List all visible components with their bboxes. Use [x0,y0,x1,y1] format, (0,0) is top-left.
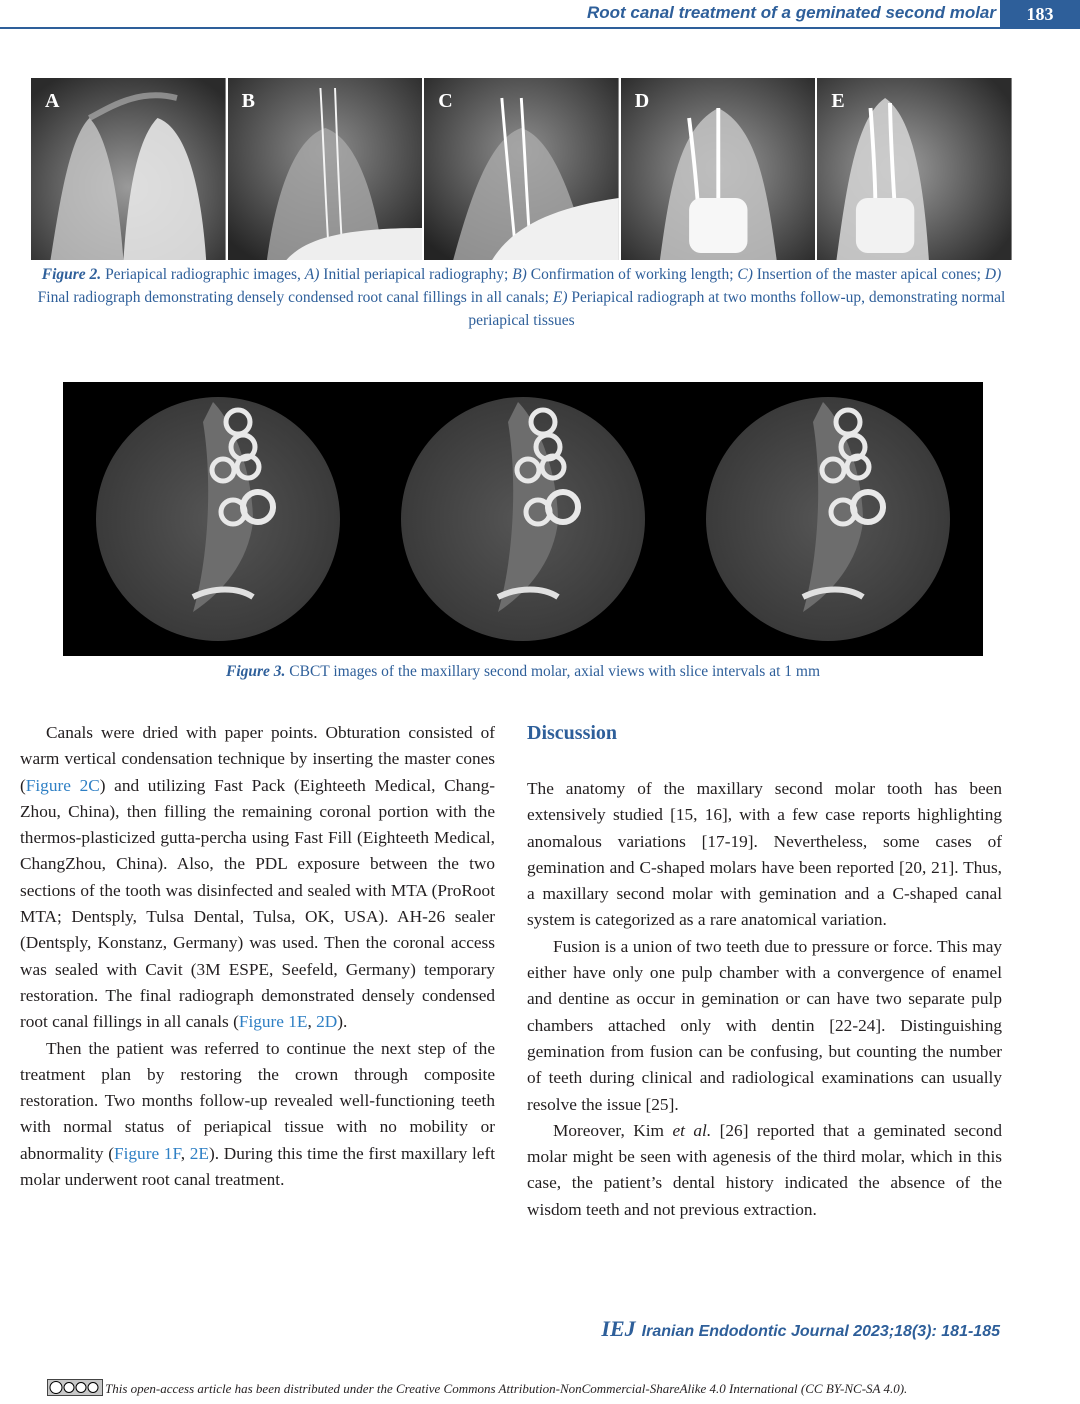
figure-2e-link[interactable]: 2E [189,1143,209,1163]
journal-citation: IEJ Iranian Endodontic Journal 2023;18(3): 181-185 [601,1316,1000,1341]
figure-2-caption: Figure 2. Periapical radiographic images, A) Initial periapical radiography; B) Confirmation of working length; C) Insertion of the master apical cones; D) Final radiograph demonstrating densely condensed root canal fillings in all canals; E) Periapical radiograph at two months follow-up, demonstrating normal periapical tissues [37,266,1006,329]
page-number: 183 [1000,0,1080,29]
figure-1e-link[interactable]: Figure 1E [238,1012,308,1032]
panel-letter-c: C [438,90,453,112]
panel-letter-a: A [45,90,60,112]
radiograph-panel-a [31,78,226,260]
figure-2c-link[interactable]: Figure 2C [25,775,100,795]
paragraph-obturation: Canals were dried with paper points. Obturation consisted of warm vertical condensation technique by inserting the master cones (Figure 2C) and utilizing Fast Pack (Eighteeth Medical, Chang-Zhou, China), then filling the remaining coronal portion with the thermos-plasticized gutta-percha using Fast Fill (Eighteeth Medical, ChangZhou, China). Also, the PDL exposure between the two sections of the tooth was disinfected and sealed with MTA (ProRoot MTA; Dentsply, Tulsa Dental, Tulsa, OK, USA). AH-26 sealer (Dentsply, Konstanz, Germany) was used. Then the coronal access was sealed with Cavit (3M ESPE, Seefeld, Germany) temporary restoration. The final radiograph demonstrated densely condensed root canal fillings in all canals (Figure 1E, 2D). [20,723,495,1032]
license-text: This open-access article has been distributed under the Creative Commons Attribution-NonCommercial-ShareAlike 4.0 International (CC BY-NC-SA 4.0). [105,1381,908,1396]
cc-license-icon [47,1379,103,1396]
cbct-slice-3 [706,397,950,641]
radiograph-panel-b [228,78,423,260]
running-header [0,0,1080,28]
figure-2-radiographs [31,78,1012,260]
figure-1f-link[interactable]: Figure 1F [114,1143,181,1163]
left-column [20,720,495,1193]
discussion-heading: Discussion [527,722,618,744]
figure-2d-link[interactable]: 2D [316,1012,338,1032]
radiograph-panel-c [424,78,619,260]
paragraph-fusion: Fusion is a union of two teeth due to pressure or force. This may either have only one pulp chamber with a convergence of enamel and dentine as occur in gemination or can have two separate pulp chambers attached only with dentin [22-24]. Distinguishing gemination from fusion can be confusing, but counting the number of teeth during clinical and radiological examinations can usually resolve the issue [25]. [527,936,1002,1114]
cbct-slice-1 [96,397,340,641]
running-title: Root canal treatment of a geminated second molar [586,3,996,22]
panel-letter-e: E [831,90,845,112]
radiograph-panel-e [817,78,1012,260]
figure-3-cbct [63,382,983,656]
panel-letter-b: B [241,90,255,112]
header-rule [0,27,1000,29]
paragraph-followup: Then the patient was referred to continue the next step of the treatment plan by restoring the crown through composite restoration. Two months follow-up revealed well-functioning teeth with normal status of periapical tissue with no mobility or abnormality (Figure 1F, 2E). During this time the first maxillary left molar underwent root canal treatment. [20,1038,495,1190]
journal-logo: IEJ [601,1316,636,1341]
cbct-slice-2 [401,397,645,641]
right-column [527,776,1002,1223]
panel-letter-d: D [634,90,650,112]
paragraph-kim: Moreover, Kim et al. [26] reported that a geminated second molar might be seen with agenesis of the third molar, which in this case, the patient’s dental history indicated the absence of the wisdom teeth and not previous extraction. [527,1120,1002,1219]
radiograph-panel-d [621,78,816,260]
paragraph-anatomy: The anatomy of the maxillary second molar tooth has been extensively studied [15, 16], with a few case reports highlighting anomalous variations [17-19]. Nevertheless, some cases of gemination and C-shaped molars have been reported [20, 21]. Thus, a maxillary second molar with gemination and a C-shaped canal system is categorized as a rare anatomical variation. [527,779,1002,930]
figure-3-caption: Figure 3. CBCT images of the maxillary second molar, axial views with slice intervals at 1 mm [225,663,821,680]
